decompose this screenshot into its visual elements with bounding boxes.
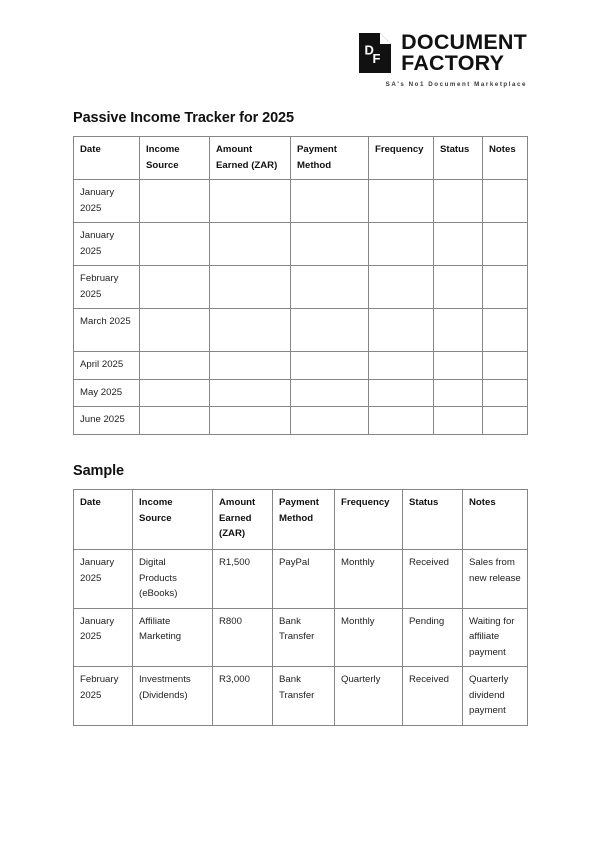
table-row	[74, 266, 528, 309]
cell-notes[interactable]	[483, 180, 528, 223]
cell-notes: Waiting for affiliate payment	[463, 608, 528, 667]
cell-frequency[interactable]	[369, 379, 434, 407]
document-page-icon	[359, 33, 391, 73]
svg-text:D: D	[364, 42, 375, 58]
cell-income-source[interactable]	[140, 309, 210, 352]
cell-amount: R800	[213, 608, 273, 667]
brand-header	[359, 32, 527, 88]
brand-logo	[359, 32, 527, 74]
column-header-status: Status	[403, 490, 463, 550]
table-row	[74, 223, 528, 266]
cell-amount[interactable]	[210, 266, 291, 309]
table-row	[74, 667, 528, 726]
cell-income-source: Investments (Dividends)	[133, 667, 213, 726]
cell-amount[interactable]	[210, 352, 291, 380]
table-row	[74, 407, 528, 435]
cell-status: Received	[403, 667, 463, 726]
cell-notes[interactable]	[483, 379, 528, 407]
cell-payment-method[interactable]	[291, 223, 369, 266]
sample-title: Sample	[73, 463, 124, 479]
column-header-frequency: Frequency	[335, 490, 403, 550]
cell-payment-method[interactable]	[291, 379, 369, 407]
cell-payment-method: Bank Transfer	[273, 608, 335, 667]
cell-notes: Sales from new release	[463, 550, 528, 609]
column-header-amount-earned: Amount Earned (ZAR)	[213, 490, 273, 550]
cell-status: Received	[403, 550, 463, 609]
table-header-row	[74, 137, 528, 180]
cell-date[interactable]: May 2025	[74, 379, 140, 407]
brand-name-line1: DOCUMENT	[401, 30, 527, 54]
table-header-row	[74, 490, 528, 550]
cell-frequency: Monthly	[335, 608, 403, 667]
cell-date[interactable]: February 2025	[74, 266, 140, 309]
cell-income-source[interactable]	[140, 379, 210, 407]
cell-notes[interactable]	[483, 223, 528, 266]
tracker-title: Passive Income Tracker for 2025	[73, 110, 294, 126]
cell-frequency: Quarterly	[335, 667, 403, 726]
cell-date: February 2025	[74, 667, 133, 726]
cell-payment-method[interactable]	[291, 309, 369, 352]
table-row	[74, 379, 528, 407]
cell-amount[interactable]	[210, 180, 291, 223]
table-row	[74, 352, 528, 380]
cell-frequency[interactable]	[369, 309, 434, 352]
cell-status[interactable]	[434, 379, 483, 407]
cell-date[interactable]: March 2025	[74, 309, 140, 352]
cell-payment-method: PayPal	[273, 550, 335, 609]
cell-payment-method[interactable]	[291, 180, 369, 223]
cell-date: January 2025	[74, 608, 133, 667]
cell-status[interactable]	[434, 352, 483, 380]
table-row	[74, 608, 528, 667]
table-row	[74, 180, 528, 223]
cell-date[interactable]: April 2025	[74, 352, 140, 380]
cell-notes[interactable]	[483, 352, 528, 380]
cell-notes[interactable]	[483, 309, 528, 352]
cell-frequency[interactable]	[369, 352, 434, 380]
cell-amount: R3,000	[213, 667, 273, 726]
cell-frequency[interactable]	[369, 223, 434, 266]
table-row	[74, 550, 528, 609]
column-header-frequency: Frequency	[369, 137, 434, 180]
column-header-status: Status	[434, 137, 483, 180]
cell-frequency[interactable]	[369, 180, 434, 223]
column-header-notes: Notes	[483, 137, 528, 180]
cell-income-source: Affiliate Marketing	[133, 608, 213, 667]
passive-income-tracker-table	[73, 136, 528, 435]
cell-amount[interactable]	[210, 223, 291, 266]
column-header-payment-method: Payment Method	[273, 490, 335, 550]
cell-amount: R1,500	[213, 550, 273, 609]
cell-income-source[interactable]	[140, 180, 210, 223]
sample-table	[73, 489, 528, 726]
cell-income-source[interactable]	[140, 223, 210, 266]
svg-text:F: F	[372, 50, 381, 66]
cell-payment-method[interactable]	[291, 407, 369, 435]
cell-amount[interactable]	[210, 309, 291, 352]
cell-date[interactable]: January 2025	[74, 180, 140, 223]
cell-status[interactable]	[434, 266, 483, 309]
cell-payment-method[interactable]	[291, 266, 369, 309]
column-header-payment-method: Payment Method	[291, 137, 369, 180]
cell-status[interactable]	[434, 180, 483, 223]
cell-frequency[interactable]	[369, 407, 434, 435]
cell-income-source[interactable]	[140, 407, 210, 435]
cell-date: January 2025	[74, 550, 133, 609]
cell-frequency[interactable]	[369, 266, 434, 309]
column-header-income-source: Income Source	[140, 137, 210, 180]
table-row	[74, 309, 528, 352]
brand-wordmark	[401, 32, 527, 74]
cell-date[interactable]: January 2025	[74, 223, 140, 266]
cell-status[interactable]	[434, 223, 483, 266]
cell-payment-method[interactable]	[291, 352, 369, 380]
cell-amount[interactable]	[210, 379, 291, 407]
column-header-amount-earned: Amount Earned (ZAR)	[210, 137, 291, 180]
cell-status: Pending	[403, 608, 463, 667]
cell-amount[interactable]	[210, 407, 291, 435]
cell-income-source[interactable]	[140, 266, 210, 309]
column-header-income-source: Income Source	[133, 490, 213, 550]
cell-income-source[interactable]	[140, 352, 210, 380]
brand-name-line2: FACTORY	[401, 50, 505, 75]
cell-notes[interactable]	[483, 266, 528, 309]
column-header-date: Date	[74, 137, 140, 180]
cell-date[interactable]: June 2025	[74, 407, 140, 435]
cell-payment-method: Bank Transfer	[273, 667, 335, 726]
cell-notes: Quarterly dividend payment	[463, 667, 528, 726]
column-header-notes: Notes	[463, 490, 528, 550]
cell-income-source: Digital Products (eBooks)	[133, 550, 213, 609]
brand-tagline: SA's No1 Document Marketplace	[385, 80, 527, 88]
cell-status[interactable]	[434, 309, 483, 352]
cell-frequency: Monthly	[335, 550, 403, 609]
cell-status[interactable]	[434, 407, 483, 435]
column-header-date: Date	[74, 490, 133, 550]
cell-notes[interactable]	[483, 407, 528, 435]
